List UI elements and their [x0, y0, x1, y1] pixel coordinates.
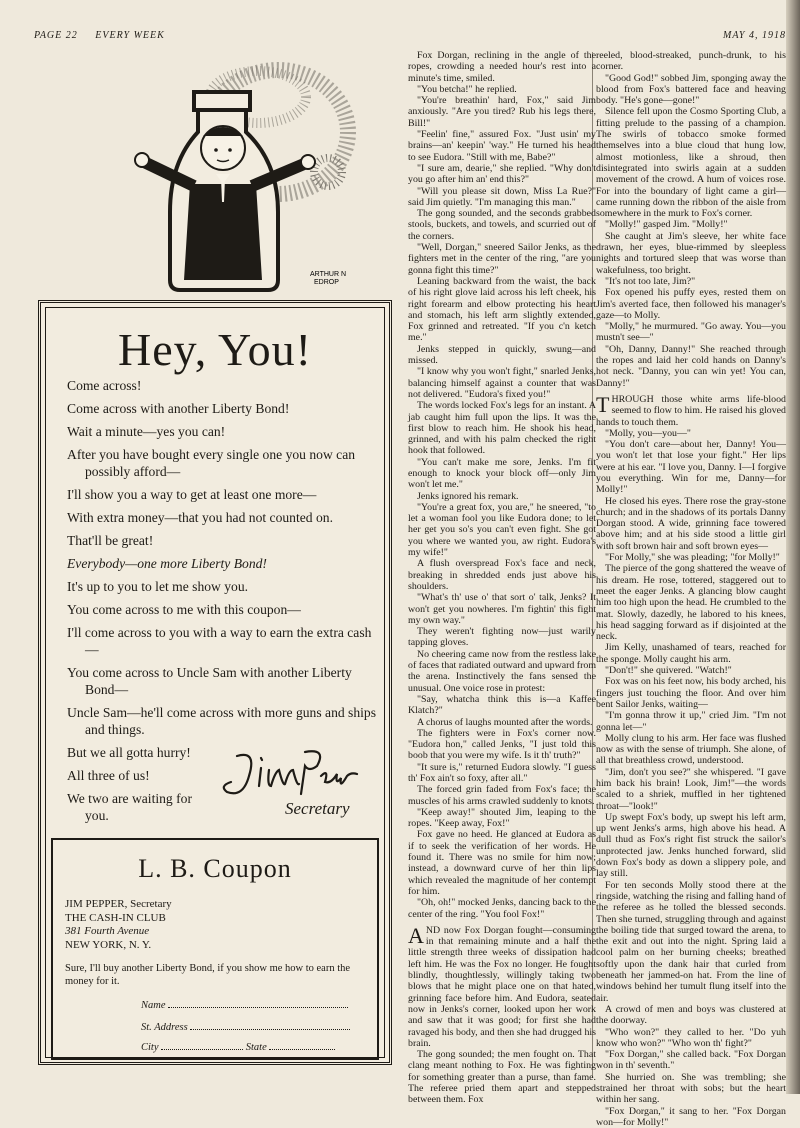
- coupon-addr-line: NEW YORK, N. Y.: [65, 938, 152, 951]
- paragraph: A chorus of laughs mounted after the words.: [417, 716, 593, 728]
- section-break-paragraph: [408, 922, 596, 1049]
- man-icon: [135, 126, 315, 280]
- coupon-addr-line: 381 Fourth Avenue: [65, 925, 150, 937]
- ad-line: Uncle Sam—he'll come across with more guns and ships and things.: [67, 705, 377, 737]
- paragraph: Jim Kelly, unashamed of tears, reached for the sponge. Molly caught his arm.: [596, 642, 786, 665]
- ad-line: After you have bought every single one you now can possibly afford—: [67, 447, 356, 479]
- address-label: St. Address: [141, 1022, 188, 1033]
- coupon-form: [51, 838, 379, 1060]
- paragraph: "Molly!" gasped Jim. "Molly!": [605, 219, 728, 231]
- paragraph: HROUGH those white arms life-blood seemed to flow to him. He raised his gloved hands to touch them.: [596, 393, 786, 428]
- ad-line: But we all gotta hurry!: [67, 745, 191, 760]
- paragraph: She hurried on. She was trembling; she strained her throat with sobs; but the heart within her sang.: [596, 1071, 786, 1106]
- drop-cap: T: [596, 391, 610, 417]
- city-label: City: [141, 1042, 159, 1053]
- issue-date: MAY 4, 1918: [723, 30, 786, 41]
- paragraph: The forced grin faded from Fox's face; the muscles of his arms crawled suddenly to knots.: [408, 784, 596, 807]
- paragraph: Silence fell upon the Cosmo Sporting Club, a fitting prelude to the passing of a champion. The swirls of tobacco smoke formed themselves into a blue cloud that hung low, almost motionless, like a shroud, then disintegrated into swirls again at a sudden movement of the crowd. A hum of voices rose. For into the boundary of light came a girl—came running down the ribbon of the aisle from somewhere in the murk to Fox's corner.: [596, 106, 786, 220]
- paragraph: "You're a great fox, you are," he sneered, "to let a woman fool you like Eudora done; to let her get you so's you can't even fight. She got you where we wanted you, aw right. Eudora's my wife!": [408, 501, 596, 559]
- paragraph: Fox was on his feet now, his body arched, his fingers just touching the floor. And over him bent Sailor Jenks, waiting—: [596, 676, 786, 710]
- ad-line: Come across!: [67, 378, 142, 393]
- ad-line: That'll be great!: [67, 533, 154, 548]
- magazine-name: EVERY WEEK: [95, 30, 165, 41]
- paragraph: "You can't make me sore, Jenks. I'm fit enough to knock your block off—only Jim won't let me.": [408, 456, 596, 491]
- paragraph: No cheering came now from the restless lake of faces that radiated outward and upward from the arena. Instinctively the fans sensed the unusual. One voice rose in protest:: [408, 648, 596, 694]
- coupon-title: L. B. Coupon: [138, 854, 292, 883]
- ad-line: With extra money—that you had not counted on.: [67, 510, 333, 525]
- paragraph: "Molly, you—you—": [605, 427, 691, 439]
- name-line[interactable]: [168, 1000, 348, 1008]
- paragraph: "Keep away!" shouted Jim, leaping to the ropes. "Keep away, Fox!": [408, 806, 596, 830]
- name-label: Name: [141, 1000, 166, 1011]
- ad-line: It's up to you to let me show you.: [67, 579, 249, 594]
- paragraph: "You don't care—about her, Danny! You—you won't let that lose your fight." Her lips were at his ear. "I love you, Danny. I—I forgive you everything. Win for me, Danny—for Molly!": [596, 439, 786, 496]
- coupon-pledge: Sure, I'll buy another Liberty Bond, if you show me how to earn the money for it.: [65, 963, 351, 987]
- ad-line: I'll show you a way to get at least one more—: [67, 487, 317, 502]
- paragraph: The gong sounded; the men fought on. That clang meant nothing to Fox. He was fighting for something greater than a purse, than fame. The referee pried them apart and stepped between them. Fox: [408, 1049, 596, 1106]
- ad-line: Come across with another Liberty Bond!: [67, 401, 290, 416]
- paragraph: She caught at Jim's sleeve, her white face drawn, her eyes, blue-rimmed by sleepless nights and tortured sleep that was worse than wakefulness, too bright.: [596, 230, 786, 276]
- paragraph: "Oh, oh!" mocked Jenks, dancing back to the center of the ring. "You fool Fox!": [408, 897, 596, 920]
- coupon-addr-line: THE CASH-IN CLUB: [65, 911, 166, 924]
- paragraph: Leaning backward from the waist, the back of his right glove laid across his left cheek, his right forearm and elbow protecting his heart and stomach, his left arm slightly extended, Fox grinned and retreated. "If you c'n ketch me.": [408, 275, 596, 344]
- paragraph: Molly clung to his arm. Her face was flushed now as with the sense of triumph. She alone, of all that breathless crowd, understood.: [596, 732, 786, 767]
- story-column-2: [596, 50, 786, 1128]
- ad-line: You come across to Uncle Sam with another Liberty Bond—: [67, 665, 352, 697]
- paragraph: "I sure am, dearie," she replied. "Why don't you go after him an' end this?": [408, 162, 596, 186]
- paragraph: "Fox Dorgan," it sang to her. "Fox Dorgan won—for Molly!": [596, 1105, 786, 1128]
- paragraph: ND now Fox Dorgan fought—consuming in that remaining minute and a half the little strength three weeks of dissipation had left him. He was the Fox no longer. He fought blindly, thoughtlessly, willingly taking two blows that he might place one on that hated, grinning face before him. And Eudora, seated now in Jenks's corner, looked upon her work and saw that it was good; for first she had ravaged his body, and then she had drugged his brain.: [408, 924, 596, 1049]
- header-left: [34, 30, 165, 41]
- paragraph: "For Molly," she was pleading; "for Molly!": [605, 552, 780, 564]
- ad-line: Everybody—one more Liberty Bond!: [67, 556, 267, 571]
- paragraph: reeled, blood-streaked, punch-drunk, to his corner.: [596, 50, 786, 73]
- paragraph: Jenks ignored his remark.: [417, 490, 519, 502]
- story-column-1: [408, 50, 596, 1106]
- paragraph: The fighters were in Fox's corner now. "Eudora hon," called Jenks, "I just told this boob that you were my wife. Is it th' truth?": [408, 727, 596, 762]
- paragraph: "Say, whatcha think this is—a Kaffee Klatch?": [408, 693, 596, 717]
- paragraph: Fox Dorgan, reclining in the angle of the ropes, crowding a needed hour's rest into a minute's time, smiled.: [408, 50, 596, 84]
- paragraph: Fox opened his puffy eyes, rested them on Jim's averted face, then followed his manager's gaze—to Molly.: [596, 287, 786, 321]
- state-label: State: [245, 1042, 267, 1053]
- paragraph: A crowd of men and boys was clustered at the doorway.: [596, 1003, 786, 1027]
- paragraph: "Molly," he murmured. "Go away. You—you mustn't see—": [596, 321, 786, 344]
- ad-line: We two are waiting for you.: [67, 791, 192, 823]
- paragraph: A flush overspread Fox's face and neck, breaking in shredded ends just above his shoulders.: [408, 558, 596, 592]
- city-state-field[interactable]: [141, 1042, 335, 1053]
- ad-line: You come across to me with this coupon—: [67, 602, 301, 617]
- illustration-credit-1: ARTHUR N: [310, 271, 347, 278]
- ad-line: I'll come across to you with a way to earn the extra cash—: [67, 625, 372, 657]
- paragraph: "It's not too late, Jim?": [605, 275, 696, 287]
- paragraph: "Will you please sit down, Miss La Rue?" said Jim quietly. "I'm managing this man.": [408, 185, 596, 208]
- coupon-addr-line: JIM PEPPER, Secretary: [65, 898, 172, 910]
- coupon-address: [65, 898, 172, 952]
- paragraph: "It sure is," returned Eudora slowly. "I guess th' Fox ain't so foxy, after all.": [408, 761, 596, 784]
- jim-pepper-signature: [217, 746, 367, 806]
- city-line[interactable]: [161, 1042, 243, 1050]
- paragraph: "Good God!" sobbed Jim, sponging away the blood from Fox's battered face and heaving body. "He's gone—gone!": [596, 72, 786, 107]
- address-line[interactable]: [190, 1022, 350, 1030]
- signature-title: Secretary: [285, 799, 350, 818]
- page-header: [34, 30, 786, 44]
- section-break-paragraph: [596, 391, 786, 428]
- paragraph: "You betcha!" he replied.: [417, 83, 517, 95]
- paragraph: "Fox Dorgan," she called back. "Fox Dorgan won in th' seventh.": [596, 1049, 786, 1072]
- illustration-credit-2: EDROP: [314, 279, 339, 286]
- state-line[interactable]: [269, 1042, 335, 1050]
- paragraph: "Well, Dorgan," sneered Sailor Jenks, as the fighters met in the center of the ring, "are you gonna fight this time?": [408, 242, 596, 276]
- paragraph: He closed his eyes. There rose the gray-stone church; and in the shadows of its portals Danny Dorgan stood. A wide, grinning face towered above him; and at his side stood a little girl with soft brown hair and soft brown eyes—: [596, 495, 786, 552]
- page-number: PAGE 22: [34, 30, 78, 41]
- liberty-bond-ad: [38, 300, 392, 1065]
- paragraph: "Jim, don't you see?" she whispered. "I gave him back his brain! Look, Jim!"—the words scaled to a shriek, muffled in her tightened throat—"look!": [596, 766, 786, 812]
- paragraph: "Feelin' fine," assured Fox. "Just usin' my brains—an' keepin' 'way." He turned his head to see Eudora. "Still with me, Babe?": [408, 129, 596, 163]
- paragraph: "What's th' use o' that sort o' talk, Jenks? It won't get you nowheres. I'm fightin' this fight my own way.": [408, 592, 596, 626]
- paragraph: "I know why you won't fight," snarled Jenks, balancing himself against a counter that was not delivered. "Eudora's fixed you!": [408, 366, 596, 400]
- paragraph: "Oh, Danny, Danny!" She reached through the ropes and laid her cold hands on Danny's hot neck. "Danny, you can win yet! You can, Danny!": [596, 343, 786, 389]
- paragraph: Up swept Fox's body, up swept his left arm, up went Jenks's arms, high above his head. A dull thud as Fox's right fist struck the sailor's unprotected jaw. Jenks hunched forward, slid down Fox's body as down a slippery pole, and lay still.: [596, 811, 786, 880]
- drop-cap: A: [408, 922, 424, 948]
- paragraph: "I'm gonna throw it up," cried Jim. "I'm not gonna let—": [596, 710, 786, 733]
- paragraph: The pierce of the gong shattered the weave of his dream. He rose, tottered, staggered out to meet the eager Jenks. A glancing blow caught him too high upon the head. He crumbled to the mat. Slowly, dazedly, he labored to his knees, his head sagging forward as if disjointed at the neck.: [596, 563, 786, 643]
- paragraph: "Don't!" she quivered. "Watch!": [605, 665, 732, 677]
- paragraph: For ten seconds Molly stood there at the ringside, watching the rising and falling hand of the referee as he tolled the blessed seconds. Then she turned, struggling through and against the boiling tide that surged toward the arena, to the exit and out into the night. Spring laid a cool palm on her burning cheeks; breathed softly upon the dank hair that curled from beneath her jammed-on hat. From the line of windows behind her tumult flung itself into the air.: [596, 879, 786, 1004]
- paragraph: "You're breathin' hard, Fox," said Jim anxiously. "Are you tired? Rub his legs there, Bill!": [408, 95, 596, 129]
- paragraph: "Who won?" they called to her. "Do yuh know who won?" "Who won th' fight?": [596, 1026, 786, 1049]
- name-field[interactable]: [141, 1000, 348, 1011]
- ad-line: Wait a minute—yes you can!: [67, 424, 226, 439]
- bottle-man-illustration: [128, 52, 356, 300]
- address-field[interactable]: [141, 1022, 350, 1033]
- paragraph: Jenks stepped in quickly, swung—and missed.: [408, 343, 596, 367]
- paragraph: The gong sounded, and the seconds grabbed stools, buckets, and towels, and scurried out of the corners.: [408, 208, 596, 242]
- paragraph: They weren't fighting now—just warily tapping gloves.: [408, 626, 596, 649]
- ad-line: All three of us!: [67, 768, 150, 783]
- paragraph: Fox gave no heed. He glanced at Eudora as if to seek the verification of her words. He found it. There was no smile for him now; instead, a downward curve of her thin lips which revealed the magnitude of her contempt for him.: [408, 829, 596, 897]
- ad-title: Hey, You!: [118, 324, 312, 375]
- page-edge: [786, 0, 800, 1094]
- paragraph: The words locked Fox's legs for an instant. A jab caught him full upon the lips. It was the first blow to reach him. He shook his head, grinned, and with his palm checked the right hook that followed.: [408, 400, 596, 457]
